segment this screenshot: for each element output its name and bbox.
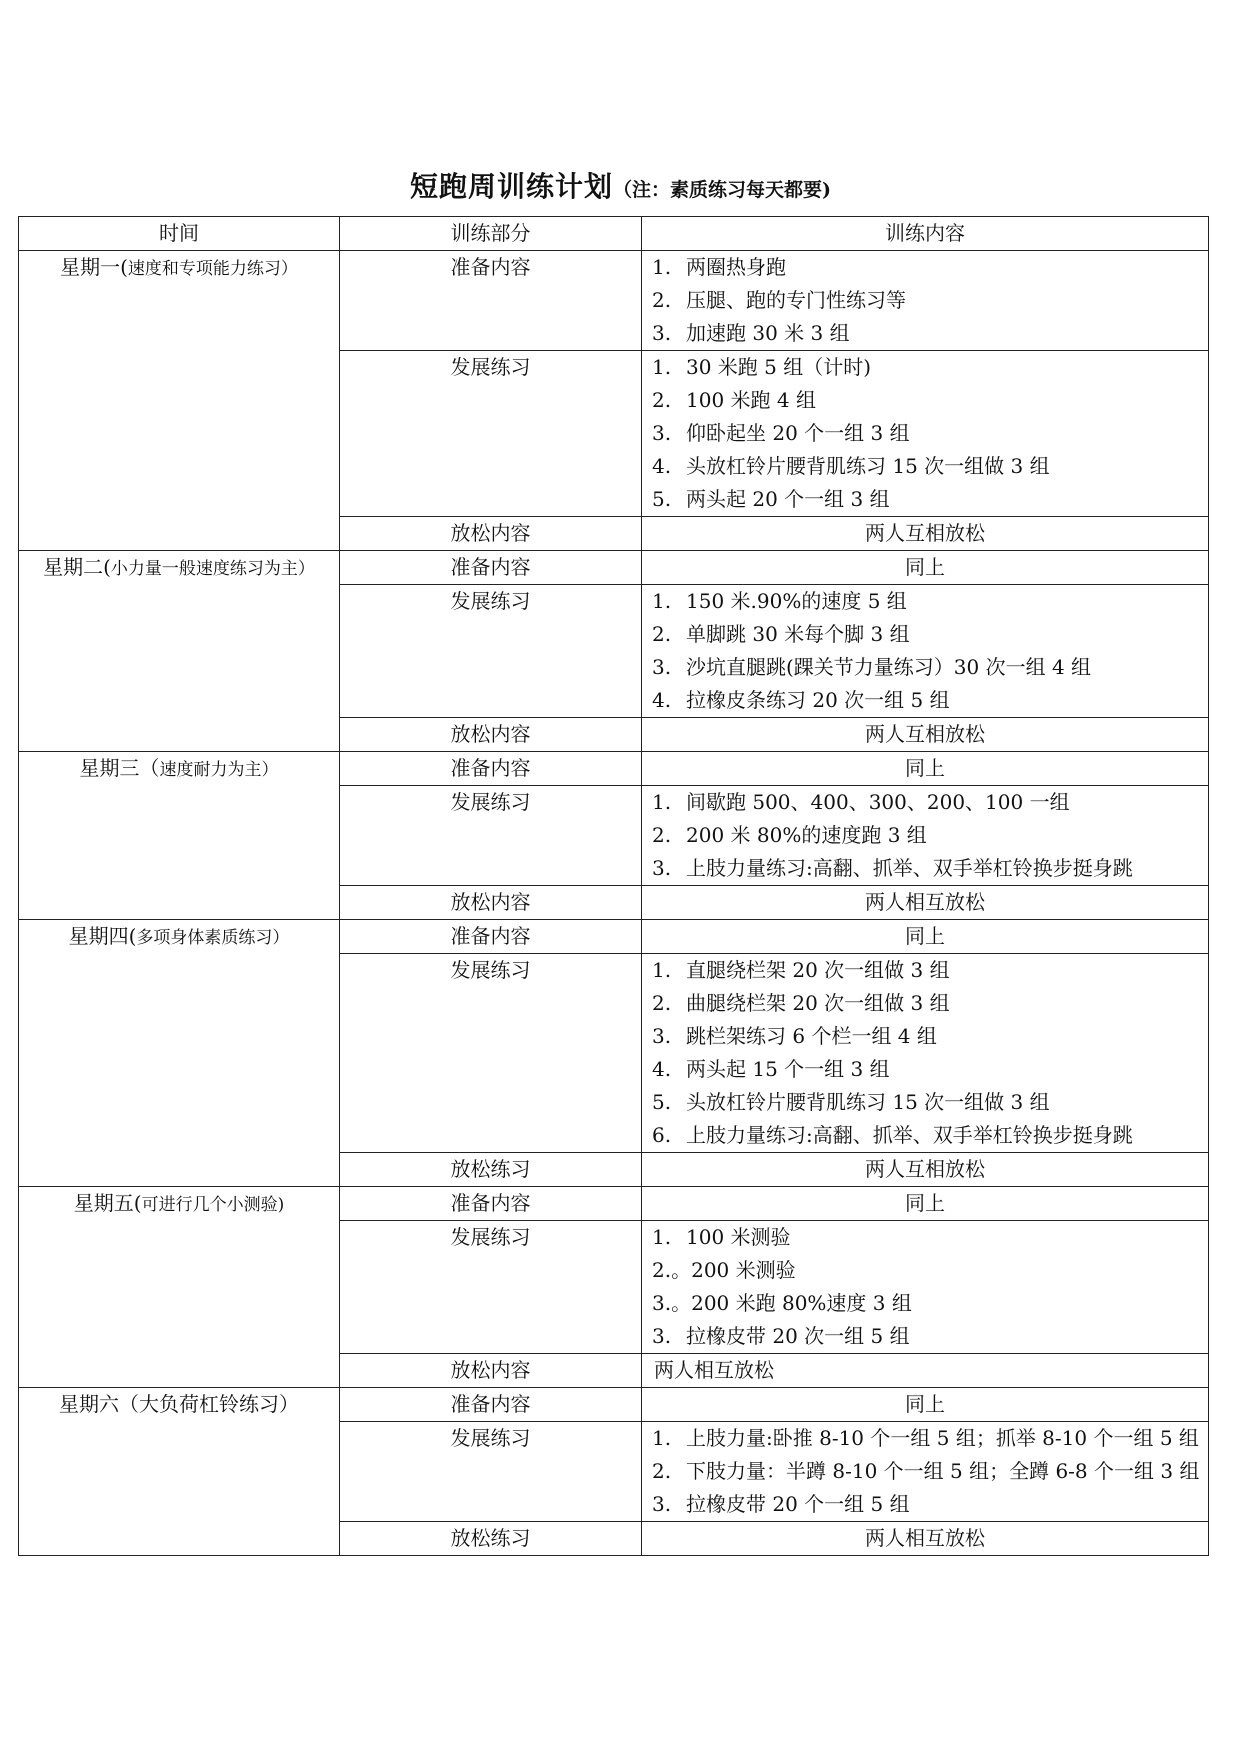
item-text: 上肢力量:卧推 8-10 个一组 5 组；抓举 8-10 个一组 5 组 (686, 1426, 1199, 1450)
part-label-relax: 放松内容 (340, 517, 642, 551)
dev-content (642, 1221, 1209, 1354)
part-label-relax: 放松练习 (340, 1522, 642, 1556)
part-label-prep: 准备内容 (340, 1388, 642, 1422)
relax-content: 两人互相放松 (642, 718, 1209, 752)
day-label: 星期六（大负荷杠铃练习） (59, 1392, 299, 1416)
table-body (19, 251, 1209, 1556)
list-item (652, 954, 1202, 987)
exercise-list (648, 251, 1202, 350)
item-number: 2. (652, 622, 672, 646)
item-number: 3. (652, 1024, 672, 1048)
item-text: 两圈热身跑 (686, 255, 786, 279)
day-focus: 速度和专项能力练习） (127, 259, 298, 279)
list-item (652, 351, 1202, 384)
item-text: 150 米.90%的速度 5 组 (686, 589, 907, 613)
part-label-dev: 发展练习 (340, 1422, 642, 1522)
item-number: 6. (652, 1123, 672, 1147)
list-item (652, 1254, 1202, 1287)
part-label-prep: 准备内容 (340, 551, 642, 585)
item-text: 200 米 80%的速度跑 3 组 (686, 823, 927, 847)
list-item (652, 284, 1202, 317)
title-main: 短跑周训练计划 (409, 170, 613, 203)
item-number: 3. (652, 856, 672, 880)
list-item (652, 483, 1202, 516)
day-focus: 多项身体素质练习） (136, 928, 290, 948)
dev-content (642, 954, 1209, 1153)
item-number: 1. (652, 958, 672, 982)
list-item (652, 1455, 1202, 1488)
list-item (652, 417, 1202, 450)
list-item (652, 317, 1202, 350)
item-text: 上肢力量练习:高翻、抓举、双手举杠铃换步挺身跳 (686, 1123, 1133, 1147)
day-focus: 速度耐力为主） (159, 760, 279, 780)
list-item (652, 1086, 1202, 1119)
part-label-prep: 准备内容 (340, 920, 642, 954)
list-item (652, 618, 1202, 651)
prep-content-text: 同上 (642, 920, 1209, 954)
exercise-list (648, 1422, 1202, 1521)
day-label-cell (19, 1187, 340, 1388)
item-text: 加速跑 30 米 3 组 (686, 321, 850, 345)
dev-content (642, 786, 1209, 886)
list-item (652, 1221, 1202, 1254)
day-row-prep (19, 1187, 1209, 1221)
item-number: 1. (652, 355, 672, 379)
day-focus: 可进行几个小测验) (141, 1195, 285, 1215)
part-label-prep: 准备内容 (340, 1187, 642, 1221)
day-row-prep (19, 752, 1209, 786)
part-label-dev: 发展练习 (340, 786, 642, 886)
prep-content-text: 同上 (642, 551, 1209, 585)
day-label-cell (19, 551, 340, 752)
item-text: 曲腿绕栏架 20 次一组做 3 组 (686, 991, 950, 1015)
item-number: 2.。 (652, 1258, 692, 1282)
item-text: 两头起 15 个一组 3 组 (686, 1057, 890, 1081)
item-text: 压腿、跑的专门性练习等 (686, 288, 906, 312)
day-label-cell (19, 251, 340, 551)
prep-content (642, 251, 1209, 351)
list-item (652, 1053, 1202, 1086)
item-number: 1. (652, 790, 672, 814)
item-text: 200 米跑 80%速度 3 组 (691, 1291, 912, 1315)
day-label: 星期五( (73, 1191, 142, 1215)
day-focus: 小力量一般速度练习为主） (110, 559, 315, 579)
prep-content-text: 同上 (642, 1187, 1209, 1221)
training-plan-table (18, 216, 1209, 1556)
part-label-relax: 放松内容 (340, 718, 642, 752)
item-text: 上肢力量练习:高翻、抓举、双手举杠铃换步挺身跳 (686, 856, 1133, 880)
list-item (652, 1287, 1202, 1320)
item-number: 5. (652, 1090, 672, 1114)
item-text: 下肢力量：半蹲 8-10 个一组 5 组；全蹲 6-8 个一组 3 组 (686, 1459, 1200, 1483)
item-text: 拉橡皮带 20 次一组 5 组 (686, 1324, 910, 1348)
day-row-prep (19, 551, 1209, 585)
list-item (652, 786, 1202, 819)
list-item (652, 684, 1202, 717)
item-number: 1. (652, 1426, 672, 1450)
item-number: 2. (652, 1459, 672, 1483)
exercise-list (648, 351, 1202, 516)
day-label: 星期四( (68, 924, 137, 948)
relax-content: 两人相互放松 (642, 1354, 1209, 1388)
day-row-prep (19, 1388, 1209, 1422)
item-text: 拉橡皮带 20 个一组 5 组 (686, 1492, 910, 1516)
exercise-list (648, 954, 1202, 1152)
item-number: 4. (652, 1057, 672, 1081)
title-note: （注：素质练习每天都要) (613, 179, 831, 201)
item-text: 30 米跑 5 组（计时) (686, 355, 872, 379)
day-label-cell (19, 1388, 340, 1556)
item-number: 3. (652, 1492, 672, 1516)
list-item (652, 251, 1202, 284)
item-number: 3. (652, 1324, 672, 1348)
part-label-dev: 发展练习 (340, 351, 642, 517)
list-item (652, 585, 1202, 618)
dev-content (642, 585, 1209, 718)
part-label-dev: 发展练习 (340, 585, 642, 718)
item-number: 3. (652, 321, 672, 345)
header-time: 时间 (19, 217, 340, 251)
part-label-relax: 放松练习 (340, 1153, 642, 1187)
list-item (652, 384, 1202, 417)
list-item (652, 651, 1202, 684)
item-number: 4. (652, 688, 672, 712)
exercise-list (648, 585, 1202, 717)
relax-content: 两人互相放松 (642, 1153, 1209, 1187)
day-label: 星期二( (43, 555, 111, 579)
day-label: 星期三（ (79, 756, 160, 780)
day-label-cell (19, 920, 340, 1187)
item-number: 3.。 (652, 1291, 692, 1315)
relax-content: 两人互相放松 (642, 517, 1209, 551)
day-label: 星期一( (60, 255, 128, 279)
list-item (652, 987, 1202, 1020)
item-text: 100 米测验 (686, 1225, 791, 1249)
part-label-dev: 发展练习 (340, 1221, 642, 1354)
item-text: 拉橡皮条练习 20 次一组 5 组 (686, 688, 950, 712)
item-number: 2. (652, 823, 672, 847)
dev-content (642, 1422, 1209, 1522)
part-label-relax: 放松内容 (340, 886, 642, 920)
item-text: 间歇跑 500、400、300、200、100 一组 (686, 790, 1070, 814)
item-number: 1. (652, 589, 672, 613)
item-text: 直腿绕栏架 20 次一组做 3 组 (686, 958, 950, 982)
item-number: 3. (652, 421, 672, 445)
day-label-cell (19, 752, 340, 920)
list-item (652, 1422, 1202, 1455)
item-number: 1. (652, 255, 672, 279)
part-label-dev: 发展练习 (340, 954, 642, 1153)
item-text: 跳栏架练习 6 个栏一组 4 组 (686, 1024, 937, 1048)
item-text: 沙坑直腿跳(踝关节力量练习）30 次一组 4 组 (686, 655, 1092, 679)
item-number: 2. (652, 388, 672, 412)
day-row-prep (19, 920, 1209, 954)
part-label-prep: 准备内容 (340, 752, 642, 786)
header-row (19, 217, 1209, 251)
list-item (652, 1020, 1202, 1053)
item-number: 4. (652, 454, 672, 478)
prep-content-text: 同上 (642, 752, 1209, 786)
list-item (652, 1119, 1202, 1152)
dev-content (642, 351, 1209, 517)
header-part: 训练部分 (340, 217, 642, 251)
list-item (652, 852, 1202, 885)
header-content: 训练内容 (642, 217, 1209, 251)
list-item (652, 1488, 1202, 1521)
page-title (0, 165, 1241, 205)
item-number: 2. (652, 288, 672, 312)
relax-content: 两人相互放松 (642, 886, 1209, 920)
list-item (652, 819, 1202, 852)
item-number: 2. (652, 991, 672, 1015)
item-number: 1. (652, 1225, 672, 1249)
exercise-list (648, 1221, 1202, 1353)
item-text: 100 米跑 4 组 (686, 388, 816, 412)
item-number: 5. (652, 487, 672, 511)
item-text: 单脚跳 30 米每个脚 3 组 (686, 622, 910, 646)
exercise-list (648, 786, 1202, 885)
item-text: 头放杠铃片腰背肌练习 15 次一组做 3 组 (686, 454, 1050, 478)
item-text: 头放杠铃片腰背肌练习 15 次一组做 3 组 (686, 1090, 1050, 1114)
list-item (652, 1320, 1202, 1353)
item-number: 3. (652, 655, 672, 679)
part-label-relax: 放松内容 (340, 1354, 642, 1388)
list-item (652, 450, 1202, 483)
part-label-prep: 准备内容 (340, 251, 642, 351)
prep-content-text: 同上 (642, 1388, 1209, 1422)
item-text: 两头起 20 个一组 3 组 (686, 487, 890, 511)
day-row-prep (19, 251, 1209, 351)
item-text: 200 米测验 (691, 1258, 796, 1282)
relax-content: 两人相互放松 (642, 1522, 1209, 1556)
item-text: 仰卧起坐 20 个一组 3 组 (686, 421, 910, 445)
